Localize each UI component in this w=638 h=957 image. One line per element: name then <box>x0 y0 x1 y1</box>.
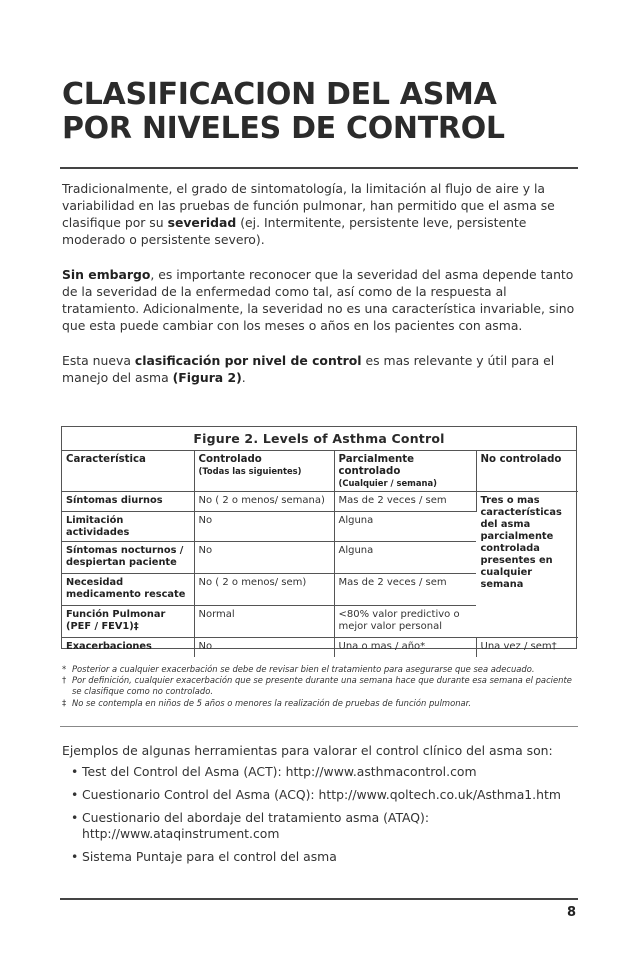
cell-controlled: No ( 2 o menos/ semana) <box>194 492 334 512</box>
cell-partial: Mas de 2 veces / sem <box>334 574 476 606</box>
p2-bold: Sin embargo <box>62 267 151 282</box>
cell-partial: Mas de 2 veces / sem <box>334 492 476 512</box>
p3-bold-2: (Figura 2) <box>172 370 242 385</box>
list-item: • Sistema Puntaje para el control del asma <box>62 849 582 865</box>
p2-text: , es importante reconocer que la severidad del asma depende tanto de la severidad de la enfermedad como tal, así como de la respuesta al tratamiento. Adicionalmente, la severidad no es una característica invariable, sino que esta puede cambiar con los meses o años en los pacientes con asma. <box>62 267 575 333</box>
header-characteristic-text: Característica <box>66 454 146 465</box>
footnote-symbol: * <box>62 664 67 674</box>
list-item: • Test del Control del Asma (ACT): http://www.asthmacontrol.com <box>62 764 582 780</box>
footnote-text: Por definición, cualquier exacerbación que se presente durante una semana hace que durante esa semana el paciente se clasifique como no controlado. <box>72 675 572 697</box>
page-number: 8 <box>566 905 576 920</box>
row-label: Síntomas nocturnos / despiertan paciente <box>62 542 194 574</box>
header-uncontrolled-text: No controlado <box>480 454 562 465</box>
table-row <box>62 638 578 658</box>
bottom-divider <box>60 898 578 900</box>
footnote-symbol: † <box>62 675 67 686</box>
title-line-1: CLASIFICACION DEL ASMA <box>62 77 497 112</box>
tools-intro: Ejemplos de algunas herramientas para valorar el control clínico del asma son: <box>62 743 553 758</box>
cell-controlled: No <box>194 512 334 542</box>
table-row <box>62 492 578 512</box>
tools-list <box>62 764 582 872</box>
paragraph-1 <box>62 180 578 248</box>
footnote <box>62 664 582 675</box>
cell-uncontrolled-merged: Tres o mas características del asma parcialmente controlada presentes en cualquier semana <box>476 492 578 638</box>
header-controlled-text: Controlado <box>198 454 262 465</box>
list-item: • Cuestionario del abordaje del tratamiento asma (ATAQ): http://www.ataqinstrument.com <box>62 810 582 842</box>
header-controlled-sub: (Todas las siguientes) <box>198 466 302 476</box>
top-divider <box>60 167 578 169</box>
p3-text-b: es mas relevante y útil para el manejo del asma <box>62 353 555 385</box>
list-item: • Cuestionario Control del Asma (ACQ): http://www.qoltech.co.uk/Asthma1.htm <box>62 787 582 803</box>
figure-asthma-control <box>61 426 577 652</box>
cell-uncontrolled: Una vez / sem† <box>480 641 557 652</box>
row-label: Exacerbaciones <box>62 638 194 658</box>
p3-bold: clasificación por nivel de control <box>134 353 362 368</box>
row-label: Limitación actividades <box>62 512 194 542</box>
header-characteristic <box>62 451 194 492</box>
row-label: Necesidad medicamento rescate <box>62 574 194 606</box>
p1-text-b: (ej. Intermitente, persistente leve, persistente moderado o persistente severo). <box>62 215 527 247</box>
paragraph-3 <box>62 352 578 386</box>
paragraph-2 <box>62 266 578 334</box>
p1-text-a: Tradicionalmente, el grado de sintomatología, la limitación al flujo de aire y la variabilidad en las pruebas de función pulmonar, han permitido que el asma se clasifique por su <box>62 181 555 230</box>
cell-partial: <80% valor predictivo o mejor valor personal <box>334 606 476 638</box>
footnote-text: Posterior a cualquier exacerbación se debe de revisar bien el tratamiento para asegurarse que sea adecuado. <box>72 664 535 674</box>
cell-controlled: Normal <box>194 606 334 638</box>
header-controlled <box>194 451 334 492</box>
figure-title: Figure 2. Levels of Asthma Control <box>62 427 576 451</box>
footnote-symbol: ‡ <box>62 697 67 708</box>
cell-partial: Alguna <box>334 512 476 542</box>
p3-text-c: . <box>241 370 246 385</box>
cell-controlled: No ( 2 o menos/ sem) <box>194 574 334 606</box>
title-line-2: POR NIVELES DE CONTROL <box>62 111 505 146</box>
footnote-text: No se contempla en niños de 5 años o menores la realización de pruebas de función pulmonar. <box>72 697 471 708</box>
middle-divider <box>60 726 578 727</box>
header-partial-sub: (Cualquier / semana) <box>338 478 437 488</box>
footnote <box>62 698 582 709</box>
asthma-control-table <box>62 451 578 657</box>
footnote <box>62 675 582 697</box>
cell-partial: Alguna <box>334 542 476 574</box>
header-partial <box>334 451 476 492</box>
cell-controlled: No <box>194 542 334 574</box>
page-title <box>62 78 582 146</box>
row-label: Síntomas diurnos <box>62 492 194 512</box>
header-partial-text: Parcialmente controlado <box>338 454 415 477</box>
header-uncontrolled <box>476 451 578 492</box>
cell-controlled: No <box>194 638 334 658</box>
row-label: Función Pulmonar (PEF / FEV1)‡ <box>62 606 194 638</box>
table-header-row <box>62 451 578 492</box>
footnotes <box>62 664 582 709</box>
cell-partial: Una o mas / año* <box>334 638 476 658</box>
p1-bold: severidad <box>167 215 237 230</box>
p3-text-a: Esta nueva <box>62 353 135 368</box>
